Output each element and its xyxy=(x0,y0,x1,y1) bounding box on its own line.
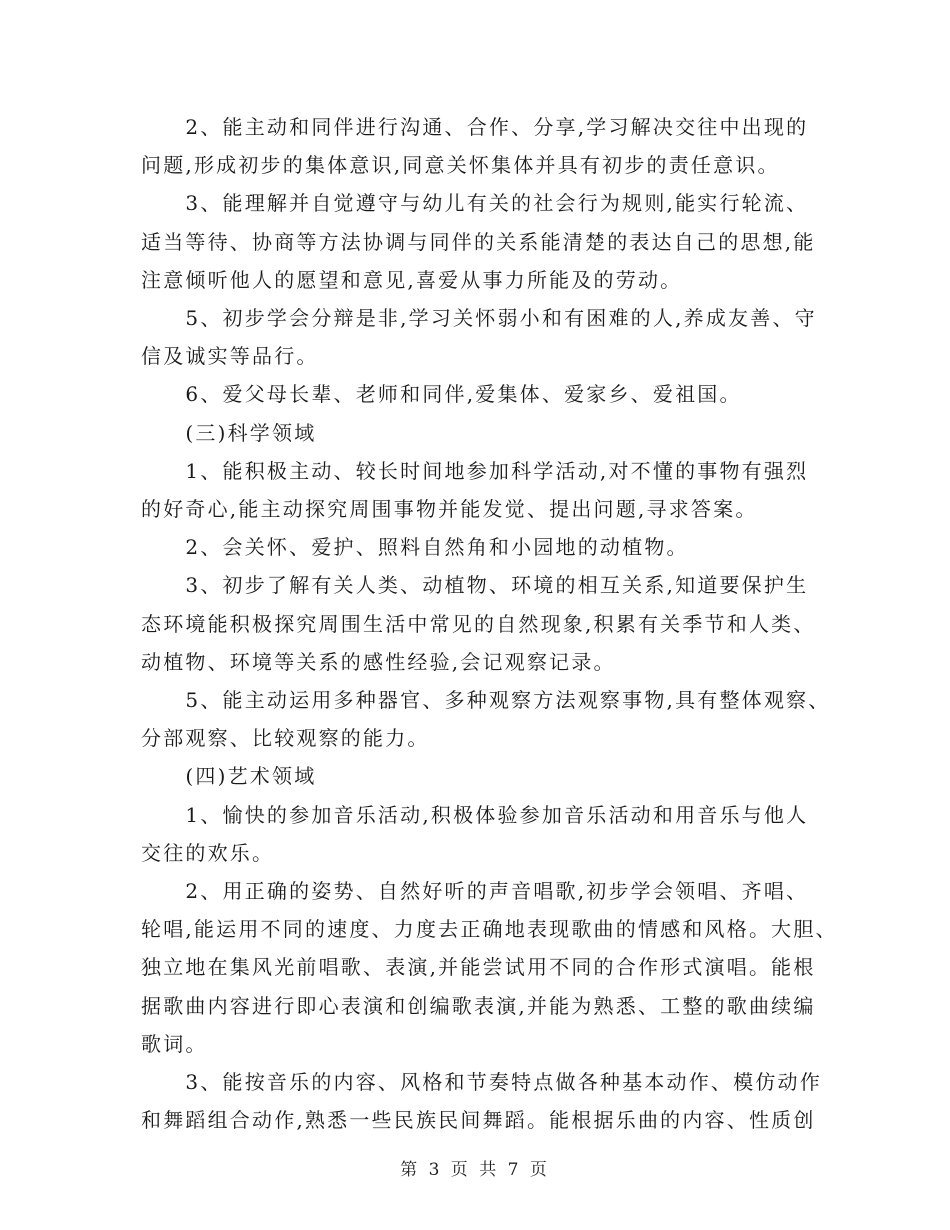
text-line: 3、能理解并自觉遵守与幼儿有关的社会行为规则,能实行轮流、 xyxy=(141,191,809,215)
text-line: (四)艺术领域 xyxy=(141,764,317,788)
text-line: 态环境能积极探究周围生活中常见的自然现象,积累有关季节和人类、 xyxy=(141,612,816,636)
text-line: 注意倾听他人的愿望和意见,喜爱从事力所能及的劳动。 xyxy=(141,268,683,292)
text-line: 据歌曲内容进行即心表演和创编歌表演,并能为熟悉、工整的歌曲续编 xyxy=(141,994,816,1018)
text-line: 3、能按音乐的内容、风格和节奏特点做各种基本动作、模仿动作 xyxy=(141,1070,822,1094)
text-line: 分部观察、比较观察的能力。 xyxy=(141,726,430,750)
text-line: 5、初步学会分辩是非,学习关怀弱小和有困难的人,养成友善、守 xyxy=(141,306,817,330)
text-line: 交往的欢乐。 xyxy=(141,841,275,865)
text-line: 1、愉快的参加音乐活动,积极体验参加音乐活动和用音乐与他人 xyxy=(141,803,809,827)
text-line: 和舞蹈组合动作,熟悉一些民族民间舞蹈。能根据乐曲的内容、性质创 xyxy=(141,1108,816,1132)
text-line: 2、用正确的姿势、自然好听的声音唱歌,初步学会领唱、齐唱、 xyxy=(141,879,809,903)
text-line: 的好奇心,能主动探究周围事物并能发觉、提出问题,寻求答案。 xyxy=(141,497,758,521)
text-line: 1、能积极主动、较长时间地参加科学活动,对不懂的事物有强烈 xyxy=(141,459,809,483)
text-line: 3、初步了解有关人类、动植物、环境的相互关系,知道要保护生 xyxy=(141,573,809,597)
text-line: 适当等待、协商等方法协调与同伴的关系能清楚的表达自己的思想,能 xyxy=(141,230,816,254)
text-line: (三)科学领域 xyxy=(141,421,317,445)
text-line: 歌词。 xyxy=(141,1032,208,1056)
text-line: 2、会关怀、爱护、照料自然角和小园地的动植物。 xyxy=(141,535,689,559)
text-line: 5、能主动运用多种器官、多种观察方法观察事物,具有整体观察、 xyxy=(141,688,831,712)
text-line: 问题,形成初步的集体意识,同意关怀集体并具有初步的责任意识。 xyxy=(141,153,780,177)
text-line: 信及诚实等品行。 xyxy=(141,344,319,368)
text-line: 6、爱父母长辈、老师和同伴,爱集体、爱家乡、爱祖国。 xyxy=(141,382,742,406)
text-line: 独立地在集风光前唱歌、表演,并能尝试用不同的合作形式演唱。能根 xyxy=(141,955,816,979)
text-line: 动植物、环境等关系的感性经验,会记观察记录。 xyxy=(141,650,616,674)
text-line: 2、能主动和同伴进行沟通、合作、分享,学习解决交往中出现的 xyxy=(141,115,809,139)
page-footer: 第 3 页 共 7 页 xyxy=(400,1160,550,1180)
text-line: 轮唱,能运用不同的速度、力度去正确地表现歌曲的情感和风格。大胆、 xyxy=(141,917,838,941)
